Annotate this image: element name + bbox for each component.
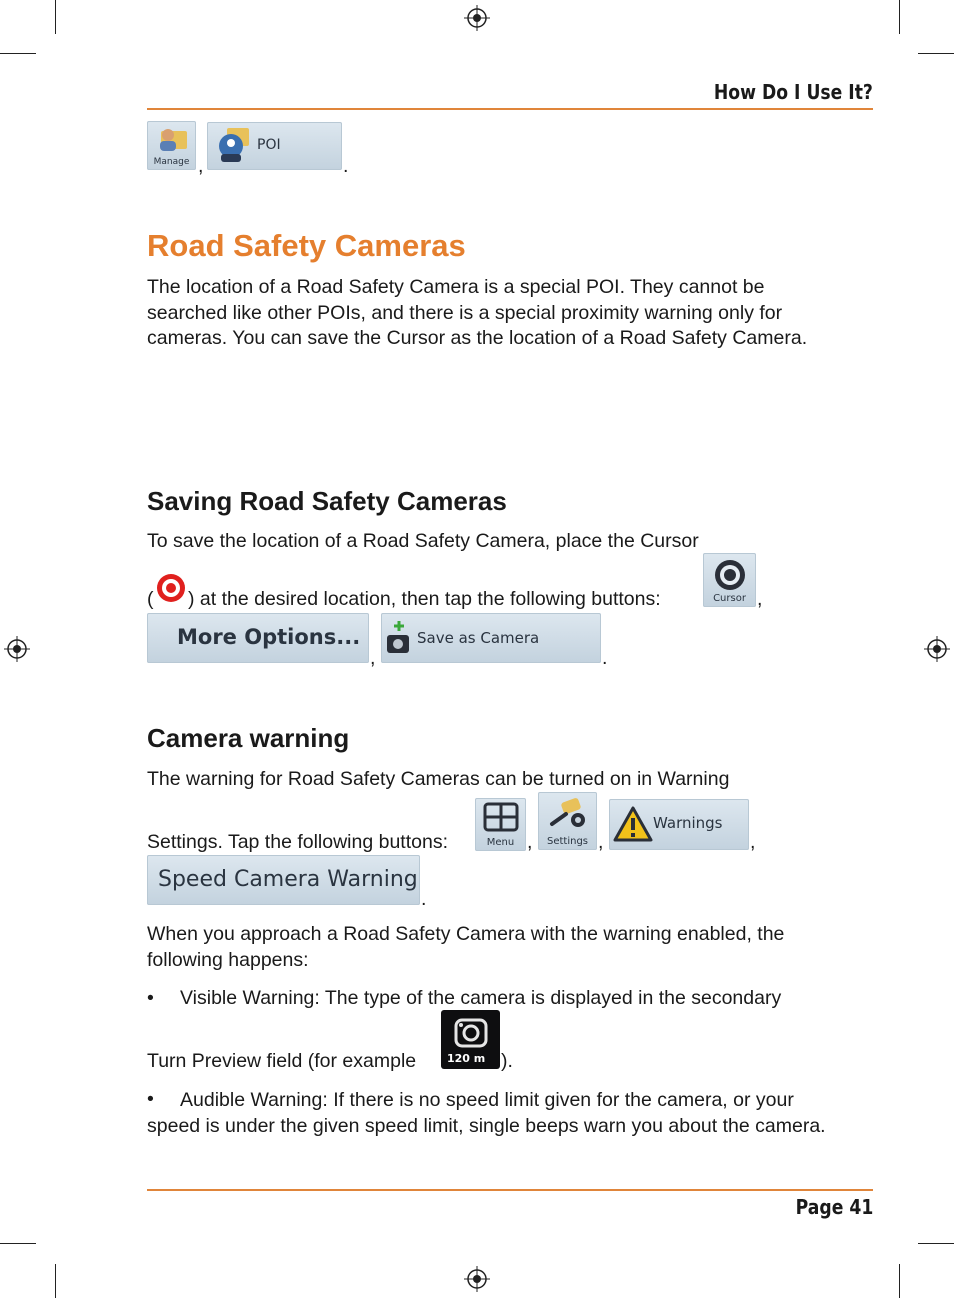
registration-mark-icon bbox=[4, 636, 30, 662]
camera-add-icon bbox=[385, 619, 413, 655]
more-options-button[interactable] bbox=[147, 613, 369, 663]
registration-mark-icon bbox=[464, 1266, 490, 1292]
bullet: • bbox=[147, 1088, 154, 1110]
end-period: . bbox=[602, 647, 608, 669]
paren-open: ( bbox=[147, 588, 154, 610]
section-title-saving: Saving Road Safety Cameras bbox=[147, 486, 507, 516]
crop-mark bbox=[918, 1243, 954, 1244]
approach-paragraph: When you approach a Road Safety Camera with the warning enabled, the following happens: bbox=[147, 923, 785, 971]
visible-warning-end: ). bbox=[501, 1050, 513, 1072]
page-number: Page 41 bbox=[795, 1195, 873, 1219]
footer-rule bbox=[147, 1189, 873, 1191]
separator: , bbox=[527, 831, 533, 853]
settings-wrench-icon bbox=[548, 798, 588, 830]
more-options-label: More Options... bbox=[177, 625, 361, 649]
warnings-button[interactable] bbox=[609, 799, 749, 850]
end-period: . bbox=[343, 155, 349, 177]
settings-button[interactable] bbox=[538, 792, 597, 850]
crop-mark bbox=[899, 1264, 900, 1298]
speed-camera-icon bbox=[453, 1016, 489, 1050]
warnings-label: Warnings bbox=[653, 814, 723, 832]
separator: , bbox=[198, 155, 204, 177]
warning-triangle-icon bbox=[613, 805, 653, 843]
crop-mark bbox=[0, 1243, 36, 1244]
visible-warning-line-1: Visible Warning: The type of the camera is displayed in the secondary bbox=[180, 987, 782, 1009]
end-period: . bbox=[421, 888, 427, 910]
speed-camera-warning-button[interactable] bbox=[147, 855, 420, 905]
registration-mark-icon bbox=[464, 5, 490, 31]
crop-mark bbox=[55, 1264, 56, 1298]
menu-button[interactable] bbox=[475, 798, 526, 851]
crop-mark bbox=[918, 53, 954, 54]
section-title-road-safety-cameras: Road Safety Cameras bbox=[147, 228, 466, 263]
folder-person-icon bbox=[155, 125, 189, 153]
warning-line-2: Settings. Tap the following buttons: bbox=[147, 831, 449, 853]
separator: , bbox=[750, 831, 756, 853]
visible-warning-line-2: Turn Preview field (for example bbox=[147, 1050, 417, 1072]
manage-button[interactable] bbox=[147, 121, 196, 170]
saving-line-2: ) at the desired location, then tap the following buttons: bbox=[188, 588, 661, 610]
crop-mark bbox=[0, 53, 36, 54]
header-rule bbox=[147, 108, 873, 110]
poi-button[interactable] bbox=[207, 122, 342, 170]
menu-grid-icon bbox=[483, 802, 519, 832]
section-title-camera-warning: Camera warning bbox=[147, 723, 350, 753]
header-title: How Do I Use It? bbox=[713, 80, 873, 104]
distance-label: 120 m bbox=[447, 1052, 486, 1065]
separator: , bbox=[370, 647, 376, 669]
saving-line-1: To save the location of a Road Safety Camera, place the Cursor bbox=[147, 530, 699, 552]
warning-line-1: The warning for Road Safety Cameras can be turned on in Warning bbox=[147, 768, 730, 790]
manage-label: Manage bbox=[153, 157, 190, 167]
cursor-icon bbox=[712, 557, 748, 593]
cursor-button[interactable] bbox=[703, 553, 756, 607]
menu-label: Menu bbox=[486, 837, 515, 848]
save-as-camera-label: Save as Camera bbox=[417, 629, 540, 647]
poi-pin-icon bbox=[213, 126, 253, 166]
bullet: • bbox=[147, 987, 154, 1009]
crop-mark bbox=[55, 0, 56, 34]
save-as-camera-button[interactable] bbox=[381, 613, 601, 663]
turn-preview-camera-example bbox=[441, 1010, 500, 1069]
separator: , bbox=[598, 831, 604, 853]
separator: , bbox=[757, 588, 763, 610]
poi-label: POI bbox=[257, 137, 281, 153]
cursor-label: Cursor bbox=[713, 593, 746, 604]
audible-warning-paragraph: Audible Warning: If there is no speed limit given for the camera, or your speed is under the given speed limit, single beeps warn you about the camera. bbox=[147, 1089, 826, 1137]
registration-mark-icon bbox=[924, 636, 950, 662]
settings-label: Settings bbox=[546, 836, 588, 847]
crop-mark bbox=[899, 0, 900, 34]
cameras-paragraph: The location of a Road Safety Camera is a special POI. They cannot be searched like other POIs, and there is a special proximity warning only for cameras. You can save the Cursor as the location of a Road Safety Camera. bbox=[147, 276, 808, 349]
speed-camera-warning-label: Speed Camera Warning bbox=[158, 867, 418, 892]
cursor-target-icon bbox=[155, 572, 187, 606]
